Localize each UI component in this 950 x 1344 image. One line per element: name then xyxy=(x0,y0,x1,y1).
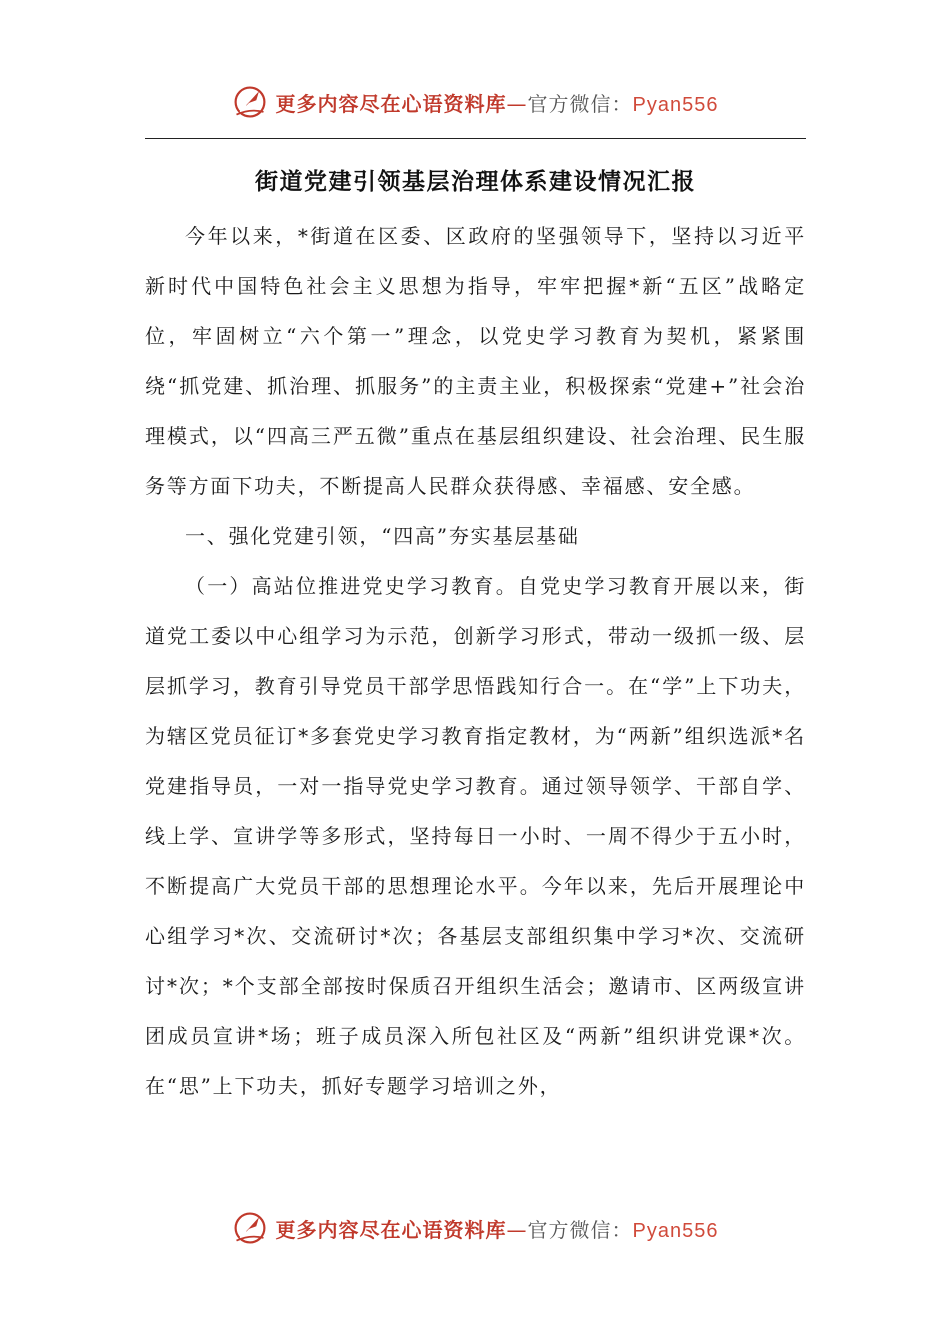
document-title: 街道党建引领基层治理体系建设情况汇报 xyxy=(255,168,696,195)
footer-watermark-banner xyxy=(0,1206,950,1250)
quill-logo-icon xyxy=(232,84,268,120)
banner-wechat-id: Pyan556 xyxy=(632,93,719,116)
banner-text xyxy=(276,88,719,117)
header-watermark-banner xyxy=(0,80,950,124)
section-heading: 一、强化党建引领，“四高”夯实基层基础 xyxy=(185,524,580,548)
document-body xyxy=(145,211,806,1111)
banner-wechat-id: Pyan556 xyxy=(632,1219,719,1242)
quill-logo-icon xyxy=(232,1210,268,1246)
banner-sub-text: 官方微信： xyxy=(527,1217,633,1242)
banner-text xyxy=(276,1214,719,1243)
banner-main-text: 更多内容尽在心语资料库 xyxy=(275,91,507,116)
banner-main-text: 更多内容尽在心语资料库 xyxy=(275,1217,507,1242)
body-paragraph: （一）高站位推进党史学习教育。自党史学习教育开展以来，街道党工委以中心组学习为示范，创新学习形式，带动一级抓一级、层层抓学习，教育引导党员干部学思悟践知行合一。在“学”上下功夫，为辖区党员征订*多套党史学习教育指定教材，为“两新”组织选派*名党建指导员，一对一指导党史学习教育。通过领导领学、干部自学、线上学、宣讲学等多形式，坚持每日一小时、一周不得少于五小时，不断提高广大党员干部的思想理论水平。今年以来，先后开展理论中心组学习*次、交流研讨*次；各基层支部组织集中学习*次、交流研讨*次；*个支部全部按时保质召开组织生活会；邀请市、区两级宣讲团成员宣讲*场；班子成员深入所包社区及“两新”组织讲党课*次。在“思”上下功夫，抓好专题学习培训之外， xyxy=(145,574,806,1098)
header-divider xyxy=(145,138,806,139)
intro-paragraph: 今年以来，*街道在区委、区政府的坚强领导下，坚持以习近平新时代中国特色社会主义思想为指导，牢牢把握*新“五区”战略定位，牢固树立“六个第一”理念，以党史学习教育为契机，紧紧围绕“抓党建、抓治理、抓服务”的主责主业，积极探索“党建+”社会治理模式，以“四高三严五微”重点在基层组织建设、社会治理、民生服务等方面下功夫，不断提高人民群众获得感、幸福感、安全感。 xyxy=(145,224,806,498)
banner-sub-text: 官方微信： xyxy=(527,91,633,116)
banner-dash: — xyxy=(506,91,528,116)
banner-dash: — xyxy=(506,1217,528,1242)
